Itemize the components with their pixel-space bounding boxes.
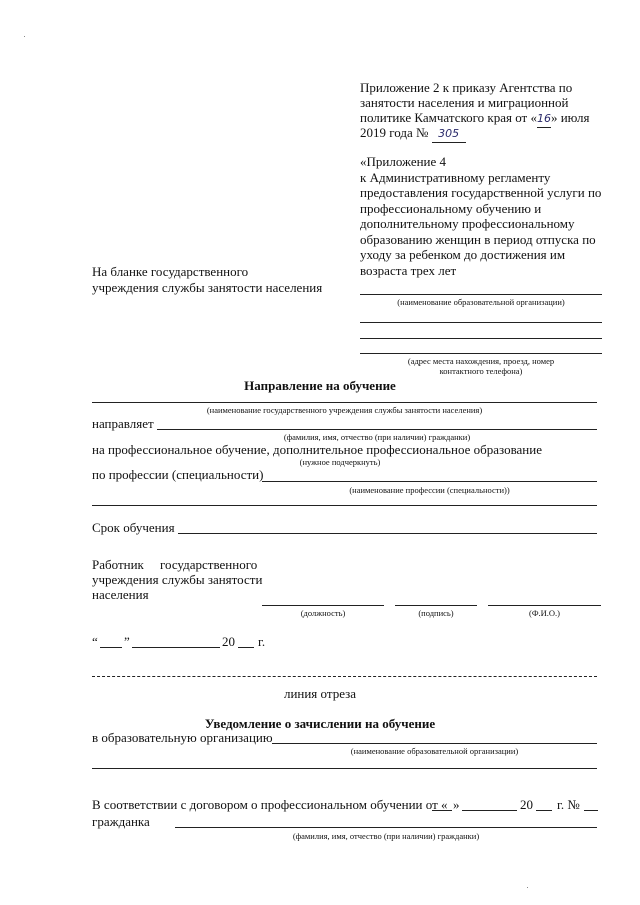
appendix-line: образованию женщин в период отпуска по — [360, 231, 596, 247]
fio-line — [488, 605, 601, 606]
employment-center-caption: (наименование государственного учреждения службы занятости населения) — [206, 405, 483, 415]
appendix-line: профессиональному обучению и — [360, 200, 542, 216]
header-line-4: 2019 года № 305 — [360, 125, 466, 143]
address-caption-2: контактного телефона) — [439, 366, 523, 376]
profession-caption: (наименование профессии (специальности)) — [349, 485, 510, 495]
employment-center-line — [92, 402, 597, 403]
appendix-line: уходу за ребенком до достижения им — [360, 247, 566, 262]
duration-line — [178, 533, 597, 534]
citizen-name-caption-2: (фамилия, имя, отчество (при наличии) гражданки) — [292, 831, 480, 841]
address-caption-1: (адрес места нахождения, проезд, номер — [407, 356, 555, 366]
org-name-caption-2: (наименование образовательной организации) — [350, 746, 519, 756]
citizen-name-caption: (фамилия, имя, отчество (при наличии) гражданки) — [283, 432, 471, 442]
citizen-name-line-2 — [175, 827, 597, 828]
profession-label: по профессии (специальности) — [92, 467, 264, 482]
referral-title: Направление на обучение — [244, 378, 396, 393]
contract-year-line — [536, 810, 552, 811]
appendix-block — [360, 154, 601, 278]
handwritten-day: 16 — [537, 111, 551, 128]
org-name-line-3 — [92, 768, 597, 769]
position-caption: (должность) — [300, 608, 346, 618]
appendix-line: дополнительному профессиональному — [360, 216, 575, 231]
fio-caption: (Ф.И.О.) — [528, 608, 561, 618]
citizen-name-line — [157, 429, 597, 430]
contract-day-line — [432, 810, 452, 811]
org-name-line — [360, 294, 602, 295]
header-line-1: Приложение 2 к приказу Агентства по — [360, 80, 573, 95]
date-month-line — [132, 647, 220, 648]
signature-line — [395, 605, 477, 606]
blank-line-1: На бланке государственного — [92, 264, 249, 279]
blank-line-2: учреждения службы занятости населения — [92, 280, 323, 295]
contract-month-line — [462, 810, 517, 811]
date-open-quote: “ — [92, 634, 98, 649]
address-line-3 — [360, 353, 602, 354]
date-close-quote: ” — [124, 634, 130, 649]
contract-close-quote: » — [453, 797, 460, 812]
date-day-line — [100, 647, 122, 648]
cut-line — [92, 676, 597, 677]
worker-label-1b: государственного — [160, 557, 258, 572]
duration-label: Срок обучения — [92, 520, 175, 535]
scan-speck — [24, 36, 25, 37]
address-line-2 — [360, 338, 602, 339]
date-year-line — [238, 647, 254, 648]
worker-label-2: учреждения службы занятости — [92, 572, 263, 587]
signature-caption: (подпись) — [418, 608, 454, 618]
appendix-line: «Приложение 4 — [360, 154, 447, 169]
date-g: г. — [258, 634, 266, 649]
citizen-label: гражданка — [92, 814, 150, 829]
contract-number-line — [584, 810, 598, 811]
address-line-1 — [360, 322, 602, 323]
underline-caption: (нужное подчеркнуть) — [299, 457, 381, 467]
sends-label: направляет — [92, 416, 154, 431]
header-line-2: занятости населения и миграционной — [360, 95, 569, 110]
position-line — [262, 605, 384, 606]
org-name-caption: (наименование образовательной организации) — [397, 297, 565, 307]
date-year: 20 — [222, 634, 235, 649]
handwritten-number: 305 — [432, 126, 466, 143]
org-name-line-2 — [272, 743, 597, 744]
header-line-3: политике Камчатского края от «16» июля — [360, 110, 590, 128]
cut-label: линия отреза — [283, 686, 357, 701]
appendix-line: возраста трех лет — [360, 262, 457, 278]
appendix-line: предоставления государственной услуги по — [360, 185, 602, 200]
scan-speck — [527, 887, 528, 888]
contract-text: В соответствии с договором о профессиональном обучении от « — [92, 797, 448, 812]
worker-label-1: Работник — [92, 557, 144, 572]
contract-number-label: г. № — [557, 797, 580, 812]
appendix-line: к Административному регламенту — [360, 169, 551, 185]
notice-title: Уведомление о зачислении на обучение — [204, 716, 436, 731]
profession-line — [262, 481, 597, 482]
worker-label-3: населения — [92, 587, 149, 602]
to-org-label: в образовательную организацию — [92, 730, 273, 745]
training-type: на профессиональное обучение, дополнительное профессиональное образование — [92, 442, 542, 457]
profession-line-2 — [92, 505, 597, 506]
contract-year: 20 — [520, 797, 533, 812]
